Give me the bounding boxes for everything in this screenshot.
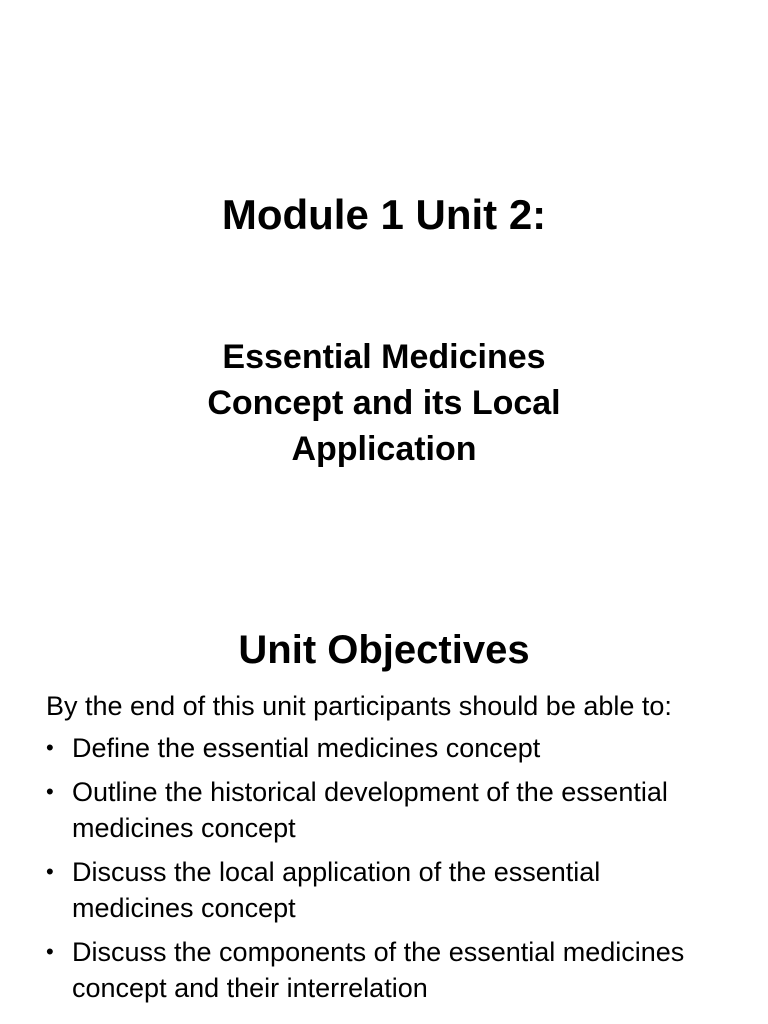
objectives-body [46,688,726,1014]
list-item [46,730,726,766]
objectives-slide [0,576,768,1024]
objective-text: Discuss the components of the essential medicines concept and their interrelation [72,937,685,1003]
module-subtitle [0,334,768,472]
objectives-intro: By the end of this unit participants should be able to: [46,691,672,721]
subtitle-line: Application [291,430,477,468]
module-title: Module 1 Unit 2: [221,191,547,238]
bullet-icon: • [46,859,54,884]
bullet-icon: • [46,779,54,804]
objective-text: Define the essential medicines concept [72,733,541,763]
list-item [46,774,726,846]
list-item [46,934,726,1006]
list-item [46,854,726,926]
bullet-icon: • [46,939,54,964]
subtitle-line: Essential Medicines [222,338,546,376]
objective-text: Discuss the local application of the essential medicines concept [72,857,601,923]
objectives-title: Unit Objectives [238,628,530,672]
objectives-list [46,730,726,1006]
bullet-icon: • [46,735,54,760]
subtitle-line: Concept and its Local [207,384,561,422]
objective-text: Outline the historical development of the essential medicines concept [72,777,668,843]
